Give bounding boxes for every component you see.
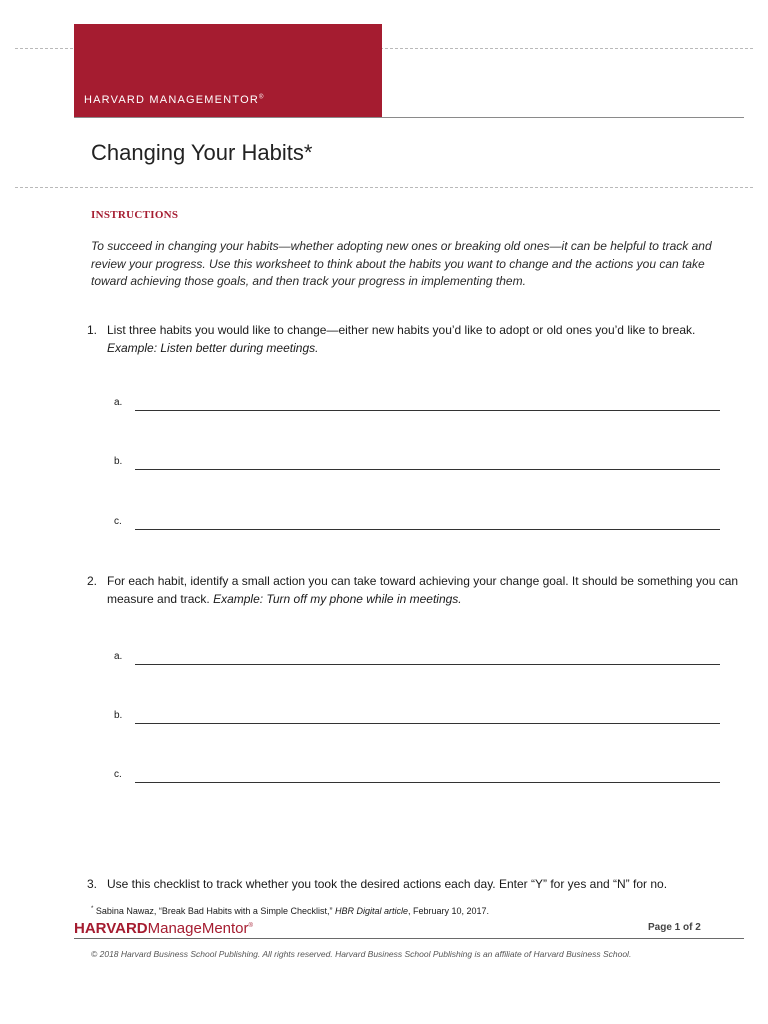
- question-example: : Turn off my phone while in meetings.: [259, 591, 462, 606]
- question-1: [87, 322, 747, 357]
- instructions-heading: INSTRUCTIONS: [91, 209, 179, 221]
- answer-line-1c[interactable]: [114, 514, 720, 530]
- question-number: 2.: [87, 574, 98, 588]
- footer-logo-rest: ManageMentor: [147, 920, 249, 937]
- answer-underline: [135, 410, 720, 411]
- answer-line-2b[interactable]: [114, 708, 720, 724]
- answer-line-2a[interactable]: [114, 649, 720, 665]
- title-dotted-divider: [15, 187, 753, 188]
- question-example: Example: Listen better during meetings.: [107, 340, 319, 355]
- answer-line-2c[interactable]: [114, 767, 720, 783]
- page-number: Page 1 of 2: [648, 922, 701, 933]
- answer-letter: a.: [114, 397, 123, 408]
- footer-logo-strong: HARVARD: [74, 920, 148, 937]
- footer-rule: [74, 938, 744, 939]
- answer-underline: [135, 469, 720, 470]
- question-example-label: Example: [213, 591, 260, 606]
- answer-underline: [135, 529, 720, 530]
- question-number: 1.: [87, 323, 98, 337]
- footnote-article: “Break Bad Habits with a Simple Checklist,”: [158, 906, 333, 916]
- question-text: For each habit, identify a small action you can take toward achieving your change goal. It should be something you can measure and track.: [107, 574, 739, 606]
- answer-underline: [135, 782, 720, 783]
- brand-name: HARVARD MANAGEMENTOR®: [84, 94, 265, 106]
- answer-letter: b.: [114, 456, 123, 467]
- footer-logo-mark: ®: [248, 923, 253, 929]
- page-title: Changing Your Habits*: [91, 140, 313, 165]
- question-text: Use this checklist to track whether you took the desired actions each day. Enter “Y” for yes and “N” for no.: [107, 877, 668, 891]
- answer-letter: c.: [114, 516, 122, 527]
- answer-line-1b[interactable]: [114, 454, 720, 470]
- answer-underline: [135, 723, 720, 724]
- question-number: 3.: [87, 877, 98, 891]
- instructions-text: To succeed in changing your habits—whether adopting new ones or breaking old ones—it can be helpful to track and review your progress. Use this worksheet to think about the habits you want to change and the actions you can take toward achieving those goals, and then track your progress in implementing them.: [91, 239, 712, 288]
- answer-letter: b.: [114, 710, 123, 721]
- answer-underline: [135, 664, 720, 665]
- footnote-date: , February 10, 2017.: [407, 906, 490, 916]
- footer-logo: [74, 917, 253, 938]
- footnote-author: Sabina Nawaz,: [93, 906, 159, 916]
- footnote-marker: *: [91, 906, 94, 912]
- question-text: List three habits you would like to change—either new habits you’d like to adopt or old ones you’d like to break.: [107, 323, 696, 337]
- question-2: [87, 573, 747, 608]
- answer-line-1a[interactable]: [114, 395, 720, 411]
- answer-letter: c.: [114, 769, 122, 780]
- answer-letter: a.: [114, 651, 123, 662]
- footnote-publication: HBR Digital article: [332, 906, 408, 916]
- copyright-notice: © 2018 Harvard Business School Publishing. All rights reserved. Harvard Business School Publishing is an affiliate of Harvard Business School.: [91, 949, 632, 959]
- footnote: [91, 906, 489, 916]
- header-rule: [74, 117, 744, 118]
- brand-banner: [74, 24, 382, 118]
- question-3: [87, 876, 747, 894]
